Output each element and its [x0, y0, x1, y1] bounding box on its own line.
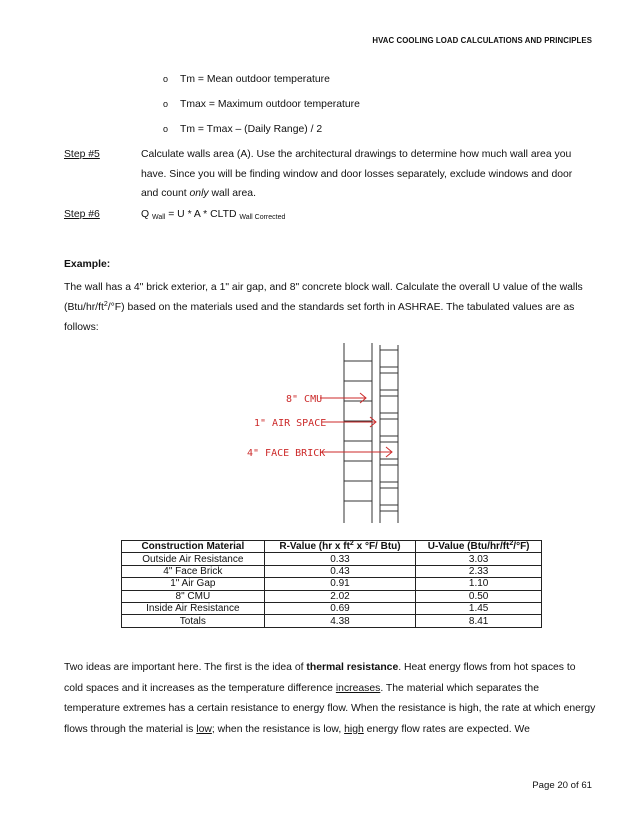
- bullet-marker: o: [163, 99, 169, 109]
- bullet-marker: o: [163, 74, 169, 84]
- underlined-low: low: [196, 723, 212, 735]
- underlined-increases: increases: [335, 682, 381, 694]
- header-r-value: R-Value (hr x $ft^2$ x °F/ Btu): [264, 541, 416, 553]
- table-row: [122, 590, 542, 602]
- step6-label: Step #6: [64, 209, 100, 220]
- cell-u: 1.10: [416, 578, 542, 590]
- cell-u: 0.50: [416, 590, 542, 602]
- formula-body: = U * A * CLTD: [165, 209, 240, 220]
- cell-r: 4.38: [264, 615, 416, 627]
- wall-section-drawing: [244, 343, 412, 523]
- example-paragraph: [64, 278, 584, 338]
- formula-cltd-subscript: Wall Corrected: [239, 214, 286, 221]
- example-superscript: 2: [103, 301, 108, 308]
- bullet-item: [163, 99, 360, 110]
- header-material: Construction Material: [122, 541, 265, 553]
- cell-u: 1.45: [416, 602, 542, 614]
- figure-label-air-space: 1" AIR SPACE: [254, 418, 327, 429]
- step5-text-b: wall area.: [208, 188, 256, 199]
- bullet-item: [163, 74, 330, 85]
- cell-r: 0.43: [264, 565, 416, 577]
- cell-material: Outside Air Resistance: [122, 553, 265, 565]
- step5-emphasis: only: [189, 188, 209, 199]
- term-thermal-resistance: thermal resistance: [306, 662, 399, 673]
- bullet-text: Tm = Tmax – (Daily Range) / 2: [180, 124, 323, 135]
- formula-q-subscript: Wall: [151, 214, 166, 221]
- table-row: [122, 578, 542, 590]
- step5-text: [141, 145, 591, 204]
- step6-formula: [141, 209, 285, 220]
- figure-label-cmu: 8" CMU: [286, 394, 323, 405]
- table-header-row: [122, 541, 542, 553]
- cell-r: 2.02: [264, 590, 416, 602]
- cell-r: 0.91: [264, 578, 416, 590]
- table-row: [122, 553, 542, 565]
- cell-r: 0.33: [264, 553, 416, 565]
- example-text-b: /°F) based on the materials used and the standards set forth in ASHRAE. The tabulated values are as follows:: [64, 302, 575, 333]
- header-u-value: U-Value $(Btu/hr/ft^2/^\circ F)$: [416, 541, 542, 553]
- example-text-a: The wall has a 4" brick exterior, a 1" air gap, and 8" concrete block wall. Calculate the overall U value of the walls (Btu/hr/ft: [64, 282, 583, 313]
- step5-label: Step #5: [64, 149, 100, 160]
- formula-q: Q: [141, 209, 150, 220]
- cell-material: Totals: [122, 615, 265, 627]
- bullet-item: [163, 124, 322, 135]
- bullet-text: Tmax = Maximum outdoor temperature: [180, 99, 360, 110]
- cell-u: 2.33: [416, 565, 542, 577]
- wall-section-figure: [244, 343, 412, 523]
- example-heading: Example:: [64, 259, 111, 270]
- cell-material: Inside Air Resistance: [122, 602, 265, 614]
- underlined-high: high: [344, 723, 364, 735]
- figure-label-face-brick: 4" FACE BRICK: [247, 448, 326, 459]
- thermal-resistance-paragraph: Two ideas are important here. The first is the idea of thermal resistance. Heat energy flows from hot spaces to cold spaces and it increases as the temperature difference increases. The material which separates the temperature extremes has a certain resistance to energy flow. When the resistance is high, the rate at which energy flows through the material is low; when the resistance is low, high energy flow rates are expected. We: [64, 662, 596, 735]
- table-row: [122, 602, 542, 614]
- cell-r: 0.69: [264, 602, 416, 614]
- step5-text-a: Calculate walls area (A). Use the architectural drawings to determine how much wall area you have. Since you will be finding window and door losses separately, exclude windows and door and count: [141, 149, 573, 199]
- running-header: HVAC COOLING LOAD CALCULATIONS AND PRINCIPLES: [372, 36, 592, 45]
- cell-material: 8" CMU: [122, 590, 265, 602]
- cell-u: 8.41: [416, 615, 542, 627]
- page-number: Page 20 of 61: [532, 780, 592, 791]
- bullet-marker: o: [163, 124, 169, 134]
- cell-material: 4" Face Brick: [122, 565, 265, 577]
- table-row: [122, 565, 542, 577]
- cell-u: 3.03: [416, 553, 542, 565]
- r-value-table: [121, 540, 542, 628]
- bullet-text: Tm = Mean outdoor temperature: [180, 74, 330, 85]
- cell-material: 1" Air Gap: [122, 578, 265, 590]
- table-row: [122, 615, 542, 627]
